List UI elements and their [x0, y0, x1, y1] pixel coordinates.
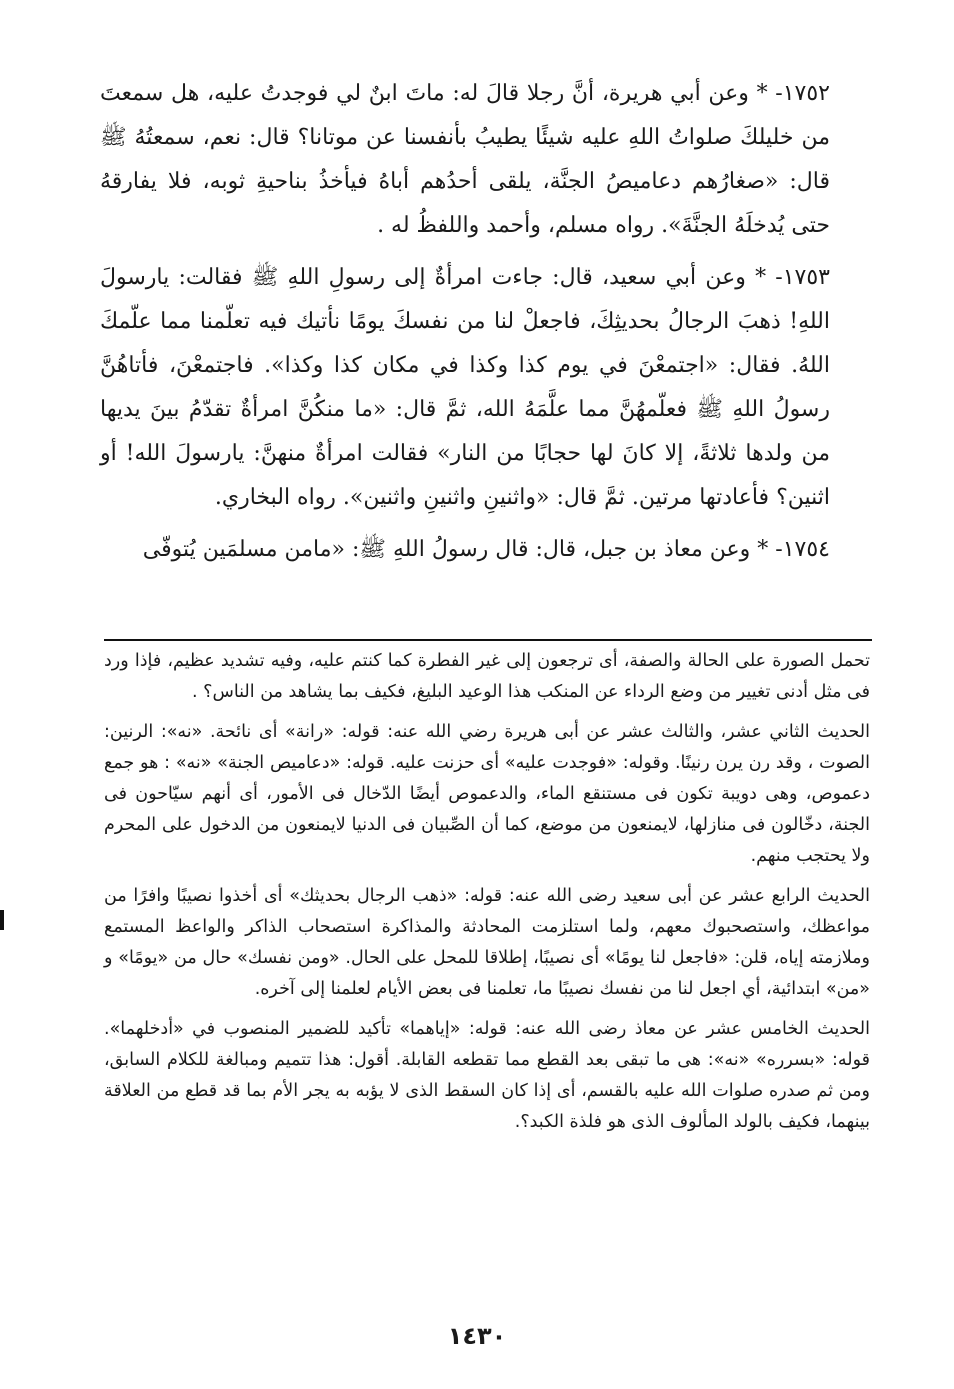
hadith-1753: ١٧٥٣- * وعن أبي سعيد، قال: جاءت امرأةٌ إلى رسولِ اللهِ ﷺ فقالت: يارسولَ اللهِ! ذهبَ الرجالُ بحديثِكَ، فاجعلْ لنا من نفسكَ يومًا نأتيك فيه تعلّمنا مما علّمكَ اللهُ. فقال: «اجتمعْنَ في يوم كذا وكذا في مكان كذا وكذا». فاجتمعْنَ، فأتاهُنَّ رسولُ اللهِ ﷺ فعلّمهُنَّ مما علَّمَهُ الله، ثمَّ قال: «ما منكُنَّ امرأةٌ تقدّمُ بينَ يديها من ولدها ثلاثةً، إلا كانَ لها حجابًا من النار» فقالت امرأةٌ منهنَّ: يارسولَ الله! أو اثنين؟ فأعادتها مرتين. ثمَّ قال: «واثنينِ واثنينِ واثنين». رواه البخاري.: [100, 265, 830, 510]
hadith-main-text: [100, 72, 830, 580]
hadith-1754: ١٧٥٤- * وعن معاذ بن جبل، قال: قال رسولُ اللهِ ﷺ: «مامن مسلمَين يُتوفّى: [142, 537, 830, 562]
note-hadith-12-13: الحديث الثاني عشر، والثالث عشر عن أبى هريرة رضي الله عنه: قوله: «رانة» أى نائحة. «نه»: الرنين: الصوت ، وقد رن يرن رنينًا. وقوله: «فوجدت عليه» أى حزنت عليه. قوله: «دعاميص الجنة» «نه» : هو جمع دعموص، وهى دويبة تكون فى مستنقع الماء، والدعموص أيضًا الدّخال فى الأمور، أى أنهم سيّاحون فى الجنة، دخّالون فى منازلها، لايمنعون من موضع، كما أن الصِّبيان فى الدنيا لايمنعون من الدخول على المحرم ولا يحتجب منهم.: [104, 722, 870, 866]
commentary-notes: [104, 646, 870, 1147]
footnote-divider: [104, 639, 872, 641]
note-continuation: تحمل الصورة على الحالة والصفة، أى ترجعون إلى غير الفطرة كما كنتم عليه، وفيه تشديد عظيم، فإذا ورد فى مثل أدنى تغيير من وضع الرداء عن المنكب هذا الوعيد البليغ، فكيف بما يشاهد من الناس؟ .: [104, 651, 870, 702]
note-hadith-14: الحديث الرابع عشر عن أبى سعيد رضى الله عنه: قوله: «ذهب الرجال بحديثك» أى أخذوا نصيبًا وافرًا من مواعظك، واستصحبوك معهم، ولما استلزمت المحادثة والمذاكرة استصحاب الذاكر والواعظ المستمع وملازمته إياه، قلن: «فاجعل لنا يومًا» أى نصيبًا، إطلاقا للمحل على الحال. «ومن نفسك» حال من «يومًا» و «من» ابتدائية، أي اجعل لنا من نفسك نصيبًا ما، تعلمنا فى بعض الأيام لعلمنا إلى آخره.: [104, 886, 870, 999]
page-number: ١٤٣٠: [447, 1322, 507, 1350]
note-hadith-15: الحديث الخامس عشر عن معاذ رضى الله عنه: قوله: «إياهما» تأكيد للضمير المنصوب في «أدخلهما». قوله: «بسرره» «نه»: هى ما تبقى بعد القطع مما تقطعه القابلة. أقول: هذا تتميم ومبالغة للكلام السابق، ومن ثم صدره صلوات الله عليه بالقسم، أى إذا كان السقط الذى لا يؤبه به يجر الأم بما قد قطع من العلاقة بينهما، فكيف بالولد المألوف الذى هو فلذة الكبد؟.: [104, 1019, 870, 1132]
margin-mark: [0, 910, 4, 930]
hadith-1752: ١٧٥٢- * وعن أبي هريرة، أنَّ رجلا قالَ له: ماتَ ابنٌ لي فوجدتُ عليه، هل سمعتَ من خليلكَ صلواتُ اللهِ عليه شيئًا يطيبُ بأنفسنا عن موتانا؟ قال: نعم، سمعتُهُ ﷺ قال: «صغارُهم دعاميصُ الجنَّة، يلقى أحدُهم أباهُ فيأخذُ بناحيةِ ثوبه، فلا يفارقهُ حتى يُدخلَهُ الجنَّةَ». رواه مسلم، وأحمد واللفظُ له .: [100, 81, 830, 238]
